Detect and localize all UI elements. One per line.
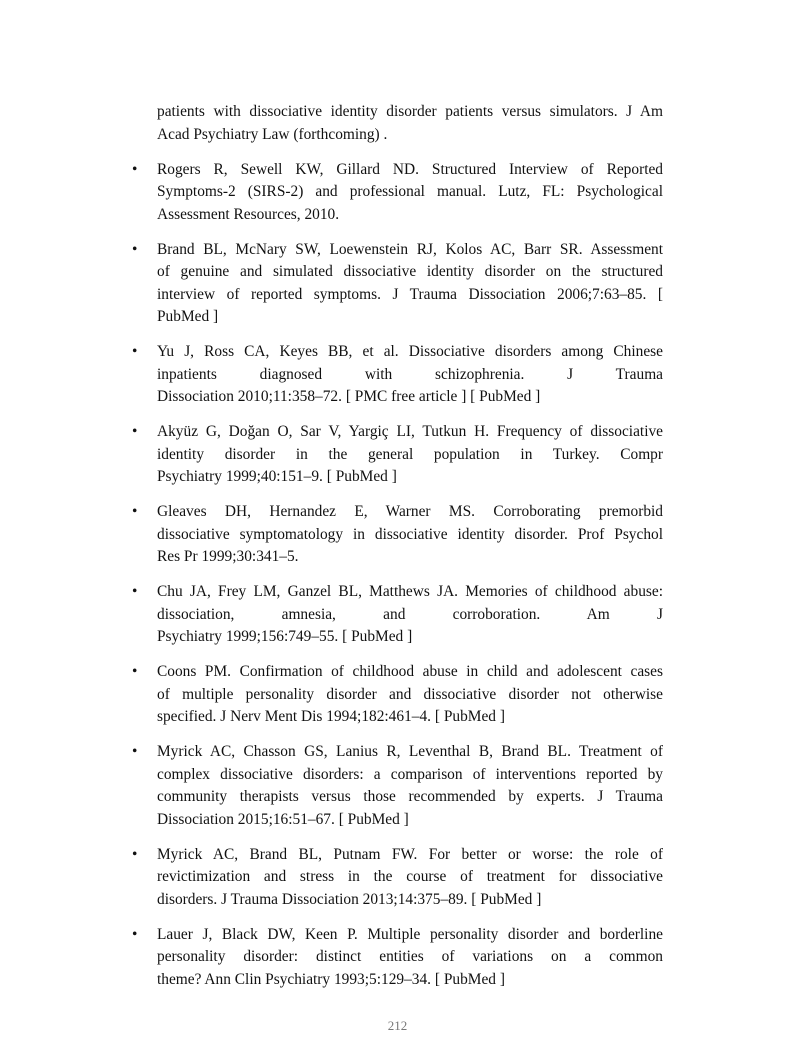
reference-line: Acad Psychiatry Law (forthcoming) .: [157, 125, 388, 143]
reference-item: [132, 341, 663, 409]
bullet-icon: •: [132, 240, 138, 258]
reference-line: patients with dissociative identity disorder patients versus simulators. J Am: [157, 103, 663, 120]
bullet-icon: •: [132, 160, 138, 178]
bullet-icon: •: [132, 663, 138, 680]
bullet-icon: •: [132, 925, 138, 943]
reference-line: Symptoms-2 (SIRS-2) and professional manual. Lutz, FL: Psychological: [157, 183, 663, 200]
reference-line: inpatients diagnosed with schizophrenia. J Trauma: [157, 365, 663, 383]
reference-line: Myrick AC, Chasson GS, Lanius R, Leventhal B, Brand BL. Treatment of: [157, 743, 663, 760]
reference-item: [132, 581, 663, 649]
reference-line: of genuine and simulated dissociative identity disorder on the structured: [157, 263, 663, 280]
reference-line: Chu JA, Frey LM, Ganzel BL, Matthews JA. Memories of childhood abuse:: [157, 583, 663, 600]
reference-item: [157, 101, 663, 146]
reference-list: [132, 101, 663, 1004]
reference-line: Yu J, Ross CA, Keyes BB, et al. Dissociative disorders among Chinese: [157, 343, 663, 360]
reference-item: [132, 421, 663, 489]
reference-line: Res Pr 1999;30:341–5.: [157, 548, 299, 565]
bullet-icon: •: [132, 343, 138, 360]
reference-line: Myrick AC, Brand BL, Putnam FW. For better or worse: the role of: [157, 845, 663, 863]
reference-line: revictimization and stress in the course of treatment for dissociative: [157, 868, 663, 885]
reference-line: Dissociation 2010;11:358–72. [ PMC free article ] [ PubMed ]: [157, 388, 541, 405]
bullet-icon: •: [132, 423, 138, 440]
page-number: 212: [387, 1018, 408, 1033]
reference-line: dissociative symptomatology in dissociative identity disorder. Prof Psychol: [157, 525, 663, 543]
bullet-icon: •: [132, 503, 138, 520]
reference-line: Akyüz G, Doğan O, Sar V, Yargiç LI, Tutkun H. Frequency of dissociative: [157, 423, 663, 440]
reference-line: disorders. J Trauma Dissociation 2013;14:375–89. [ PubMed ]: [157, 890, 542, 908]
reference-item: [132, 501, 663, 569]
reference-line: Brand BL, McNary SW, Loewenstein RJ, Kolos AC, Barr SR. Assessment: [157, 240, 663, 258]
bullet-icon: •: [132, 743, 138, 760]
reference-line: identity disorder in the general population in Turkey. Compr: [157, 445, 663, 463]
reference-line: Psychiatry 1999;40:151–9. [ PubMed ]: [157, 468, 397, 485]
reference-item: [132, 661, 663, 729]
reference-line: Dissociation 2015;16:51–67. [ PubMed ]: [157, 810, 409, 828]
reference-line: personality disorder: distinct entities of variations on a common: [157, 948, 663, 965]
reference-line: complex dissociative disorders: a comparison of interventions reported by: [157, 765, 663, 783]
reference-line: specified. J Nerv Ment Dis 1994;182:461–4. [ PubMed ]: [157, 708, 505, 725]
reference-line: of multiple personality disorder and dissociative disorder not otherwise: [157, 685, 663, 703]
reference-line: Rogers R, Sewell KW, Gillard ND. Structured Interview of Reported: [157, 160, 663, 178]
reference-line: Coons PM. Confirmation of childhood abuse in child and adolescent cases: [157, 663, 663, 680]
bullet-icon: •: [132, 845, 138, 863]
reference-line: Assessment Resources, 2010.: [157, 205, 340, 223]
reference-line: interview of reported symptoms. J Trauma Dissociation 2006;7:63–85. [: [157, 285, 663, 303]
reference-line: community therapists versus those recommended by experts. J Trauma: [157, 788, 663, 805]
reference-item: [132, 239, 663, 329]
reference-item: [132, 844, 663, 912]
reference-line: PubMed ]: [157, 308, 219, 325]
reference-item: [132, 741, 663, 831]
reference-line: dissociation, amnesia, and corroboration. Am J: [157, 605, 663, 623]
reference-line: Psychiatry 1999;156:749–55. [ PubMed ]: [157, 628, 413, 645]
reference-item: [132, 159, 663, 227]
reference-item: [132, 924, 663, 992]
reference-line: Gleaves DH, Hernandez E, Warner MS. Corroborating premorbid: [157, 503, 663, 520]
reference-line: theme? Ann Clin Psychiatry 1993;5:129–34. [ PubMed ]: [157, 970, 505, 988]
bullet-icon: •: [132, 583, 138, 600]
reference-line: Lauer J, Black DW, Keen P. Multiple personality disorder and borderline: [157, 925, 663, 943]
